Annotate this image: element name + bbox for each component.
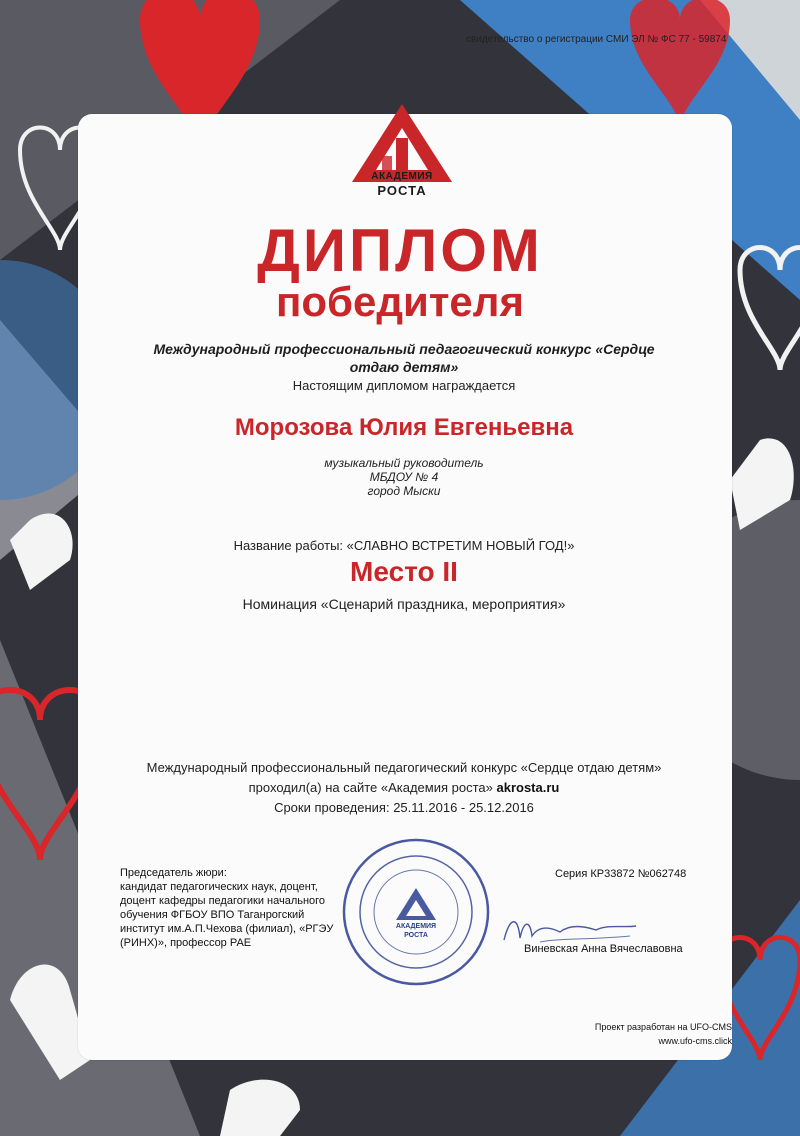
position-city: город Мыски bbox=[367, 484, 441, 498]
jury-line5: (РИНХ)», профессор РАЕ bbox=[120, 937, 252, 949]
diploma-title: ДИПЛОМ bbox=[257, 217, 543, 284]
position-role: музыкальный руководитель bbox=[324, 456, 484, 470]
logo-line1: АКАДЕМИЯ bbox=[371, 171, 433, 182]
stamp-line1: АКАДЕМИЯ bbox=[395, 923, 437, 930]
awarded-text: Настоящим дипломом награждается bbox=[292, 378, 516, 393]
stamp-line2: РОСТА bbox=[404, 932, 428, 939]
jury-line2: доцент кафедры педагогики начального bbox=[120, 895, 326, 907]
credit-line1: Проект разработан на UFO-CMS bbox=[594, 1022, 732, 1032]
contest-name: Международный профессиональный педагогический конкурс «Сердце отдаю детям» bbox=[153, 341, 655, 375]
series-number: Серия КР33872 №062748 bbox=[555, 868, 687, 880]
work-title: Название работы: «СЛАВНО ВСТРЕТИМ НОВЫЙ ГОД!» bbox=[233, 538, 575, 553]
credit-info bbox=[595, 1020, 732, 1048]
footer-site-link[interactable]: akrosta.ru bbox=[496, 780, 560, 795]
nomination-label: Номинация «Сценарий праздника, мероприятия» bbox=[242, 596, 566, 612]
jury-line1: кандидат педагогических наук, доцент, bbox=[120, 881, 318, 893]
signer-name: Виневская Анна Вячеславовна bbox=[524, 943, 683, 955]
official-stamp-icon bbox=[340, 836, 492, 988]
footer-info bbox=[0, 758, 800, 818]
winner-position bbox=[0, 456, 800, 498]
place-label: Место II bbox=[350, 556, 458, 587]
logo-line2: РОСТА bbox=[377, 183, 427, 198]
position-org: МБДОУ № 4 bbox=[369, 470, 439, 484]
jury-line3: обучения ФГБОУ ВПО Таганрогский bbox=[120, 909, 305, 921]
jury-line4: институт им.А.П.Чехова (филиал), «РГЭУ bbox=[120, 923, 334, 935]
footer-line2 bbox=[0, 778, 800, 798]
logo-wordmark bbox=[330, 170, 474, 198]
footer-line3: Сроки проведения: 25.11.2016 - 25.12.2016 bbox=[274, 800, 534, 815]
winner-name: Морозова Юлия Евгеньевна bbox=[234, 414, 574, 441]
jury-title: Председатель жюри: bbox=[120, 867, 227, 879]
diploma-subtitle: победителя bbox=[276, 278, 524, 325]
footer-line1: Международный профессиональный педагогический конкурс «Сердце отдаю детям» bbox=[146, 760, 662, 775]
credit-link[interactable]: www.ufo-cms.click bbox=[658, 1036, 732, 1046]
footer-line2-prefix: проходил(а) на сайте «Академия роста» bbox=[248, 780, 497, 795]
registration-number: свидетельство о регистрации СМИ ЭЛ № ФС 77 - 59874 bbox=[466, 34, 727, 45]
stamp-text bbox=[380, 922, 452, 940]
